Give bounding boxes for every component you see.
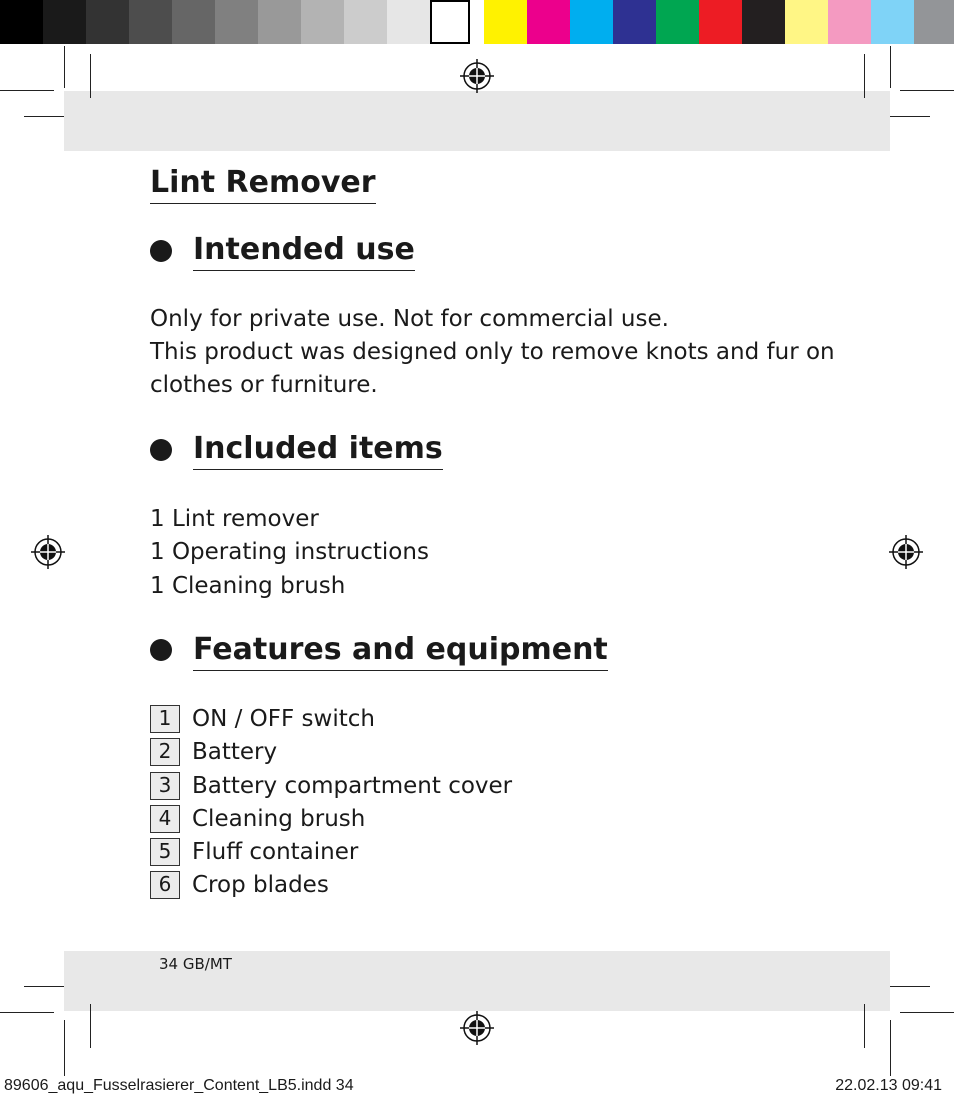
gray-swatch <box>172 0 215 44</box>
feature-label: Battery <box>192 739 278 765</box>
color-swatch <box>484 0 527 44</box>
crop-mark <box>90 1004 91 1048</box>
color-swatch <box>871 0 914 44</box>
body-text-line: This product was designed only to remove knots and fur on <box>150 339 835 365</box>
registration-mark-icon <box>889 535 923 569</box>
crop-mark <box>64 46 65 88</box>
section-bullet-icon <box>150 439 172 461</box>
crop-mark <box>864 1004 865 1048</box>
slug-file-name: 89606_aqu_Fusselrasierer_Content_LB5.indd 34 <box>4 1077 354 1094</box>
gray-swatch <box>301 0 344 44</box>
header-band <box>64 91 890 151</box>
slug-date-time: 22.02.13 09:41 <box>835 1077 942 1094</box>
process-color-bar <box>484 0 954 44</box>
crop-mark <box>890 46 891 88</box>
body-text-line: clothes or furniture. <box>150 372 378 398</box>
crop-mark <box>890 1020 891 1076</box>
section-bullet-icon <box>150 639 172 661</box>
feature-row <box>150 771 512 801</box>
gray-swatch <box>0 0 43 44</box>
gray-swatch <box>344 0 387 44</box>
feature-label: Crop blades <box>192 872 329 898</box>
crop-mark <box>90 54 91 98</box>
gray-swatch <box>129 0 172 44</box>
color-swatch <box>656 0 699 44</box>
feature-number-box: 2 <box>150 738 180 766</box>
feature-number-box: 5 <box>150 838 180 866</box>
feature-label: ON / OFF switch <box>192 706 375 732</box>
crop-mark <box>64 1020 65 1076</box>
page-number-label: 34 GB/MT <box>159 955 232 973</box>
registration-mark-icon <box>460 1011 494 1045</box>
page-title: Lint Remover <box>150 165 376 204</box>
feature-number-box: 1 <box>150 705 180 733</box>
color-swatch <box>699 0 742 44</box>
color-swatch <box>785 0 828 44</box>
list-item: 1 Lint remover <box>150 506 319 532</box>
section-heading-features: Features and equipment <box>193 632 608 671</box>
body-text-line: Only for private use. Not for commercial use. <box>150 306 669 332</box>
registration-mark-icon <box>31 535 65 569</box>
list-item: 1 Cleaning brush <box>150 573 346 599</box>
crop-mark <box>890 986 930 987</box>
section-heading-intended-use: Intended use <box>193 232 415 271</box>
crop-mark <box>864 54 865 98</box>
feature-number-box: 3 <box>150 772 180 800</box>
feature-label: Cleaning brush <box>192 806 366 832</box>
crop-mark <box>0 1012 54 1013</box>
color-swatch <box>828 0 871 44</box>
color-swatch <box>527 0 570 44</box>
gray-swatch <box>430 0 470 44</box>
crop-mark <box>24 986 64 987</box>
feature-number-box: 6 <box>150 871 180 899</box>
gray-swatch <box>86 0 129 44</box>
section-bullet-icon <box>150 240 172 262</box>
feature-row <box>150 837 358 867</box>
list-item: 1 Operating instructions <box>150 539 429 565</box>
grayscale-color-bar <box>0 0 470 44</box>
registration-mark-icon <box>460 59 494 93</box>
crop-mark <box>24 116 64 117</box>
crop-mark <box>0 90 54 91</box>
gray-swatch <box>43 0 86 44</box>
gray-swatch <box>215 0 258 44</box>
feature-row <box>150 704 375 734</box>
feature-label: Battery compartment cover <box>192 773 513 799</box>
color-swatch <box>570 0 613 44</box>
color-swatch <box>742 0 785 44</box>
gray-swatch <box>387 0 430 44</box>
color-swatch <box>914 0 954 44</box>
feature-number-box: 4 <box>150 805 180 833</box>
crop-mark <box>900 90 954 91</box>
section-heading-included-items: Included items <box>193 431 443 470</box>
crop-mark <box>900 1012 954 1013</box>
feature-label: Fluff container <box>192 839 359 865</box>
gray-swatch <box>258 0 301 44</box>
feature-row <box>150 870 329 900</box>
color-swatch <box>613 0 656 44</box>
feature-row <box>150 804 365 834</box>
feature-row <box>150 737 277 767</box>
crop-mark <box>890 116 930 117</box>
